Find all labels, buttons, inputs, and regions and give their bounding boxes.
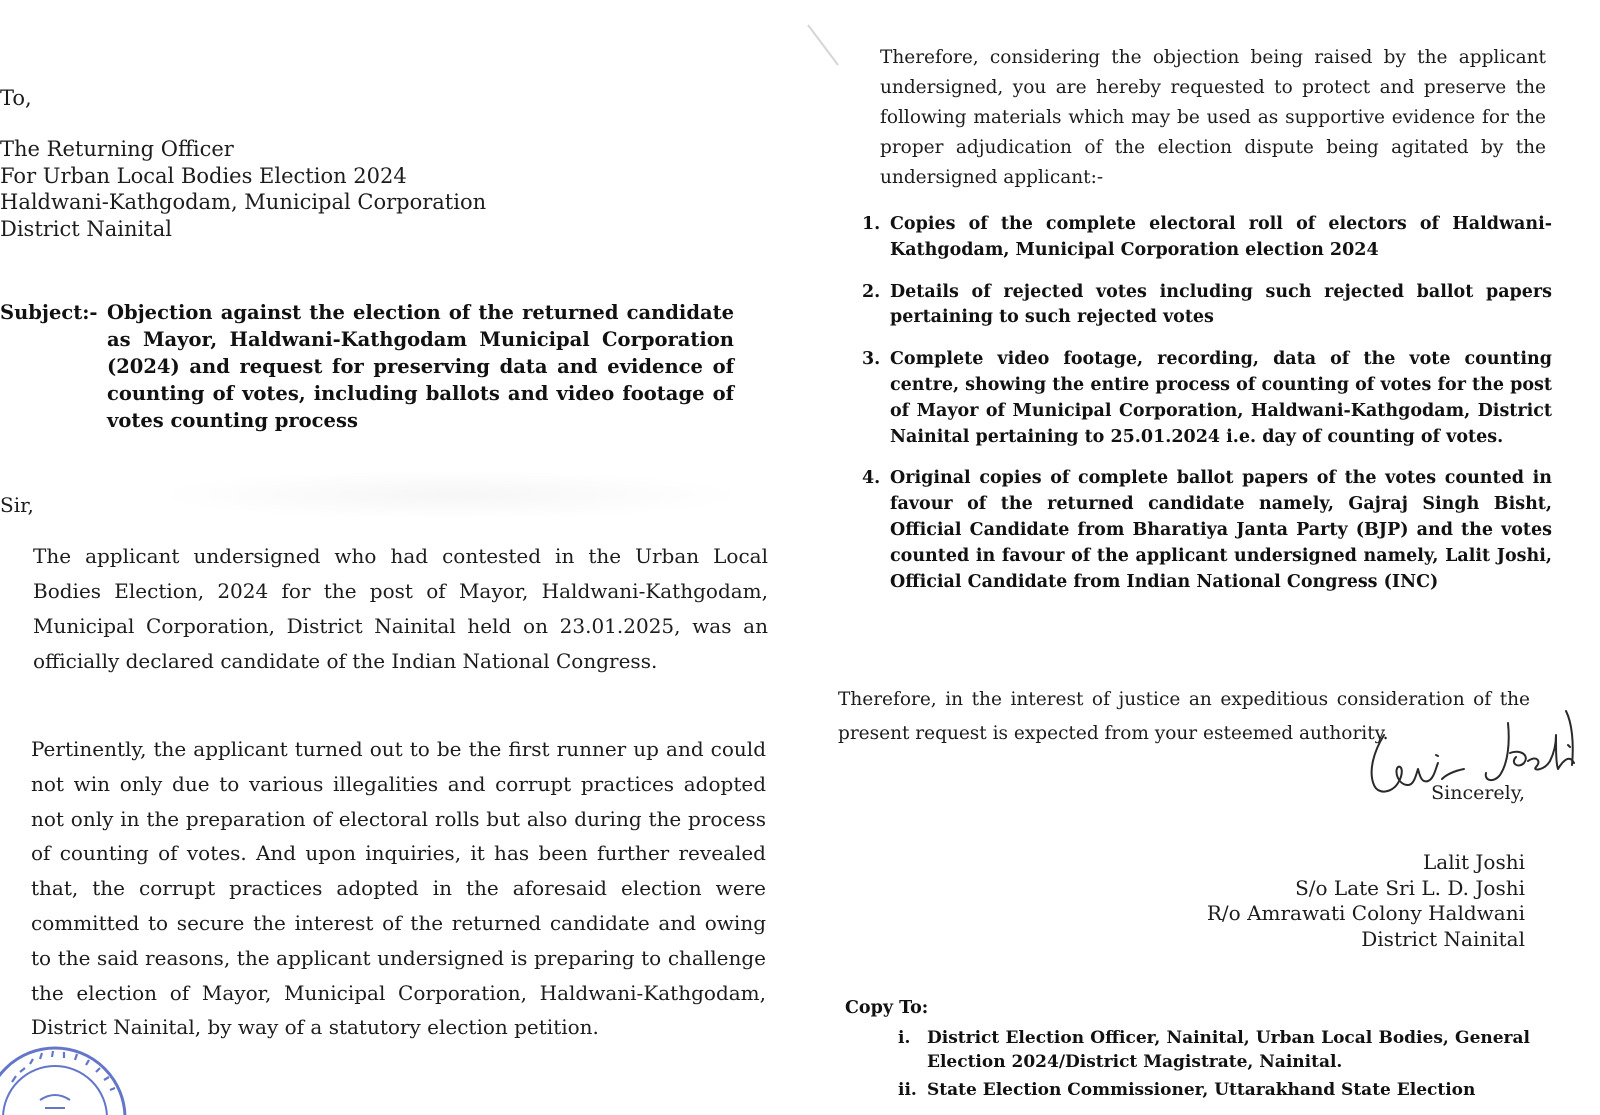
request-intro: Therefore, considering the objection being raised by the applicant undersigned, you are hereby requested to protect and preserve the following materials which may be used as supportive evidence for the proper adjudication of the election dispute being agitated by the undersigned applicant:- xyxy=(880,47,1546,188)
list-item xyxy=(862,466,1552,595)
list-marker: 1. xyxy=(862,214,881,234)
greeting: Sir, xyxy=(0,493,34,517)
list-item xyxy=(862,347,1552,450)
body-paragraph-2: Pertinently, the applicant turned out to be the first runner up and could not win only due to various illegalities and corrupt practices adopted not only in the preparation of electoral rolls but also during the process of counting of votes. And upon inquiries, it has been further revealed that, the corrupt practices adopted in the aforesaid election were committed to secure the interest of the returned candidate and owing to the said reasons, the applicant undersigned is preparing to challenge the election of Mayor, Municipal Corporation, Haldwani-Kathgodam, District Nainital, by way of a statutory election petition. xyxy=(31,737,766,1040)
copy-to-list xyxy=(898,1026,1530,1106)
list-item-text: Details of rejected votes including such rejected ballot papers pertaining to such rejected votes xyxy=(890,281,1552,328)
sender-address xyxy=(1207,850,1525,953)
list-item xyxy=(862,212,1552,264)
copy-to-marker: i. xyxy=(898,1028,911,1048)
copy-to-marker: ii. xyxy=(898,1080,917,1100)
valediction: Sincerely, xyxy=(1431,782,1525,804)
body-paragraph-1: The applicant undersigned who had contested in the Urban Local Bodies Election, 2024 for the post of Mayor, Haldwani-Kathgodam, Municipal Corporation, District Nainital held on 23.01.2025, was an officially declared candidate of the Indian National Congress. xyxy=(33,544,768,673)
requested-materials-list xyxy=(862,212,1552,611)
scan-smudge xyxy=(150,470,750,520)
list-marker: 4. xyxy=(862,468,881,489)
sender-line: S/o Late Sri L. D. Joshi xyxy=(1295,875,1525,900)
copy-to-text: District Election Officer, Nainital, Urban Local Bodies, General Election 2024/District Magistrate, Nainital. xyxy=(927,1028,1530,1072)
copy-to-item xyxy=(898,1078,1530,1102)
sender-line: District Nainital xyxy=(1361,927,1525,952)
official-stamp xyxy=(0,1038,140,1115)
list-marker: 2. xyxy=(862,281,881,302)
closing-paragraph: Therefore, in the interest of justice an expeditious consideration of the present request is expected from your esteemed authority. xyxy=(838,689,1530,744)
recipient-address xyxy=(0,136,486,242)
list-item-text: Original copies of complete ballot papers of the votes counted in favour of the returned candidate namely, Gajraj Singh Bisht, Official Candidate from Bharatiya Janta Party (BJP) and the votes counted in favour of the applicant undersigned namely, Lalit Joshi, Official Candidate from Indian National Congress (INC) xyxy=(890,468,1552,592)
paper-crease xyxy=(800,20,850,70)
recipient-line: For Urban Local Bodies Election 2024 xyxy=(0,163,407,188)
list-item-text: Copies of the complete electoral roll of electors of Haldwani-Kathgodam, Municipal Corporation election 2024 xyxy=(890,214,1552,260)
subject-text: Objection against the election of the returned candidate as Mayor, Haldwani-Kathgodam Municipal Corporation (2024) and request for preserving data and evidence of counting of votes, including ballots and video footage of votes counting process xyxy=(107,301,734,432)
list-item-text: Complete video footage, recording, data of the vote counting centre, showing the entire process of counting of votes for the post of Mayor of Municipal Corporation, Haldwani-Kathgodam, District Nainital pertaining to 25.01.2024 i.e. day of counting of votes. xyxy=(890,349,1552,447)
recipient-line: Haldwani-Kathgodam, Municipal Corporation xyxy=(0,190,487,214)
subject-label: Subject:- xyxy=(0,301,98,324)
list-marker: 3. xyxy=(862,349,881,370)
sender-line: R/o Amrawati Colony Haldwani xyxy=(1206,901,1525,926)
recipient-line: The Returning Officer xyxy=(0,137,234,161)
recipient-line: District Nainital xyxy=(0,216,172,241)
copy-to-text: State Election Commissioner, Uttarakhand State Election xyxy=(927,1080,1476,1100)
sender-name: Lalit Joshi xyxy=(1423,850,1525,874)
salutation-to: To, xyxy=(0,86,32,110)
copy-to-label: Copy To: xyxy=(845,998,929,1018)
list-item xyxy=(862,280,1552,332)
copy-to-item xyxy=(898,1026,1530,1074)
